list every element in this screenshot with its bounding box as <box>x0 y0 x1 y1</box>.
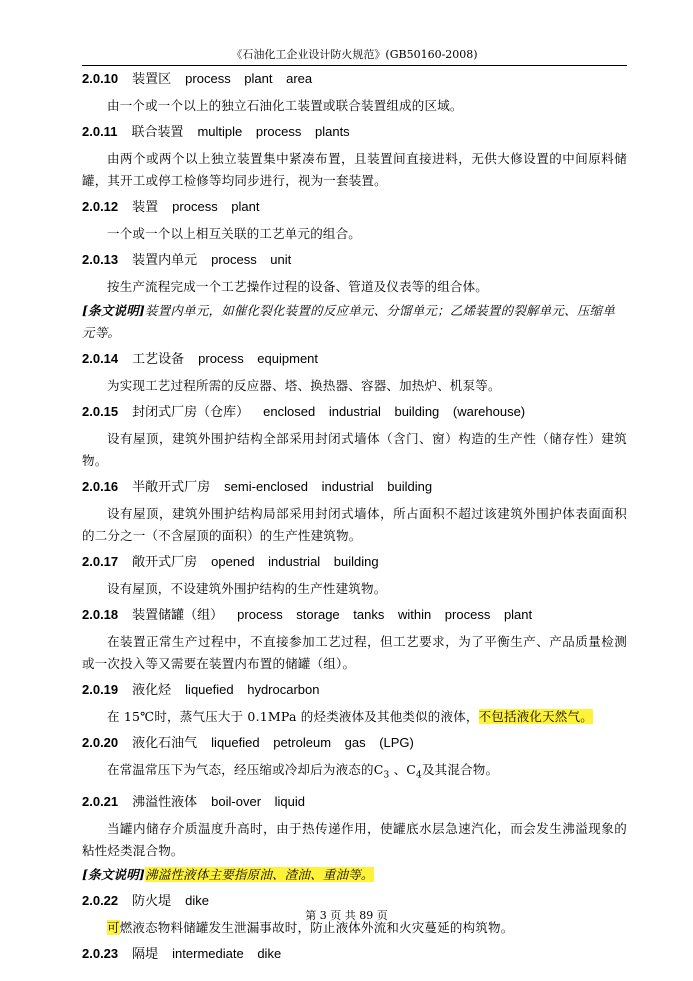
term-definition: 由一个或一个以上的独立石油化工装置或联合装置组成的区域。 <box>107 98 463 113</box>
term-chinese: 液化石油气 <box>132 736 198 751</box>
term-definition: 设有屋顶，建筑外围护结构全部采用封闭式墙体（含门、窗）构造的生产性（储存性）建筑物。 <box>82 431 627 468</box>
term-number: 2.0.21 <box>82 793 119 809</box>
highlighted-text: 不包括液化天然气。 <box>478 709 593 724</box>
term-english: enclosed industrial building (warehouse) <box>263 404 526 419</box>
term-definition: 当罐内储存介质温度升高时，由于热传递作用，使罐底水层急速汽化，而会发生沸溢现象的粘性烃类混合物。 <box>82 820 627 858</box>
term-heading <box>82 402 627 423</box>
term-chinese: 工艺设备 <box>132 352 185 367</box>
term-number: 2.0.19 <box>82 682 119 697</box>
clause-note-text: 装置内单元，如催化裂化装置的反应单元、分馏单元；乙烯装置的裂解单元、压缩单元等。 <box>82 303 615 340</box>
term-chinese: 封闭式厂房（仓库） <box>132 405 250 420</box>
term-heading <box>82 552 627 573</box>
term-number: 2.0.16 <box>82 479 119 494</box>
term-definition <box>82 759 627 787</box>
term-chinese: 联合装置 <box>131 125 184 140</box>
page-content <box>82 64 627 970</box>
term-english: opened industrial building <box>211 554 379 569</box>
term-english: process plant <box>172 199 260 214</box>
term-english: process plant area <box>185 71 313 86</box>
clause-note <box>82 300 627 344</box>
term-english: boil-over liquid <box>211 793 305 809</box>
term-chinese: 半敞开式厂房 <box>132 480 211 495</box>
definition-text: 及其混合物。 <box>421 762 499 777</box>
term-english: multiple process plants <box>197 124 350 139</box>
term-definition: 一个或一个以上相互关联的工艺单元的组合。 <box>107 226 362 241</box>
term-english: liquefied petroleum gas (LPG) <box>211 735 414 750</box>
term-chinese: 装置 <box>132 200 159 215</box>
term-definition: 设有屋顶，不设建筑外围护结构的生产性建筑物。 <box>107 581 387 596</box>
term-heading <box>82 349 627 370</box>
term-english: intermediate dike <box>172 945 282 961</box>
clause-note-lead: [条文说明] <box>82 866 146 882</box>
term-number: 2.0.10 <box>82 71 119 86</box>
term-number: 2.0.23 <box>82 945 119 961</box>
term-number: 2.0.15 <box>82 404 119 419</box>
term-chinese: 装置区 <box>132 72 172 87</box>
term-heading <box>82 250 627 271</box>
term-number: 2.0.20 <box>82 735 119 750</box>
term-number: 2.0.22 <box>82 892 119 908</box>
term-definition: 在装置正常生产过程中，不直接参加工艺过程，但工艺要求，为了平衡生产、产品质量检测或一次投入等又需要在装置内布置的储罐（组）。 <box>82 634 627 671</box>
page-header: 《石油化工企业设计防火规范》(GB50160-2008) <box>82 48 627 66</box>
term-chinese: 隔堤 <box>132 946 159 962</box>
term-heading <box>82 197 627 218</box>
term-definition: 设有屋顶，建筑外围护结构局部采用封闭式墙体，所占面积不超过该建筑外围护体表面面积的二分之一（不含屋顶的面积）的生产性建筑物。 <box>82 506 627 543</box>
term-heading <box>82 733 627 754</box>
subscript: 4 <box>416 770 422 781</box>
term-english: liquefied hydrocarbon <box>185 682 320 697</box>
term-number: 2.0.11 <box>82 124 118 139</box>
term-definition <box>82 706 627 728</box>
term-chinese: 液化烃 <box>132 683 172 698</box>
subscript: 3 <box>383 770 390 781</box>
term-definition: 为实现工艺过程所需的反应器、塔、换热器、容器、加热炉、机泵等。 <box>107 378 501 393</box>
term-english: process storage tanks within process plant <box>237 607 533 622</box>
term-chinese: 沸溢性液体 <box>132 794 198 810</box>
term-english: dike <box>185 892 210 908</box>
term-number: 2.0.13 <box>82 252 119 267</box>
term-heading <box>82 605 627 626</box>
highlighted-text: 可 <box>107 919 120 935</box>
definition-text: 在 15℃时，蒸气压大于 0.1MPa 的烃类液体及其他类似的液体， <box>107 709 479 724</box>
term-english: process unit <box>211 252 292 267</box>
term-definition: 由两个或两个以上独立装置集中紧凑布置，且装置间直接进料，无供大修设置的中间原料储罐，其开工或停工检修等均同步进行，视为一套装置。 <box>82 151 627 188</box>
term-heading <box>82 69 627 90</box>
definition-text: 燃液态物料储罐发生泄漏事故时，防止液体外流和火灾蔓延的构筑物。 <box>119 919 514 935</box>
clause-note-text: 沸溢性液体主要指原油、渣油、重油等。 <box>145 866 374 882</box>
term-heading <box>82 792 627 813</box>
definition-text: 在常温常压下为气态，经压缩或冷却后为液态的C <box>107 762 384 777</box>
term-heading <box>82 680 627 701</box>
definition-text: 、C <box>389 762 417 777</box>
term-definition: 按生产流程完成一个工艺操作过程的设备、管道及仪表等的组合体。 <box>107 279 489 294</box>
term-heading <box>82 944 627 965</box>
term-chinese: 敞开式厂房 <box>132 555 198 570</box>
clause-note <box>82 864 627 886</box>
clause-note-lead: [条文说明] <box>82 303 146 318</box>
term-english: semi-enclosed industrial building <box>224 479 433 494</box>
term-chinese: 装置储罐（组） <box>132 608 224 623</box>
term-heading <box>82 477 627 498</box>
term-chinese: 装置内单元 <box>132 253 198 268</box>
term-number: 2.0.17 <box>82 554 119 569</box>
term-chinese: 防火堤 <box>132 893 172 909</box>
page-footer: 第 3 页 共 89 页 <box>305 909 388 922</box>
term-number: 2.0.14 <box>82 351 119 366</box>
term-number: 2.0.18 <box>82 607 119 622</box>
term-heading <box>82 122 627 143</box>
term-english: process equipment <box>198 351 319 366</box>
term-number: 2.0.12 <box>82 199 119 214</box>
